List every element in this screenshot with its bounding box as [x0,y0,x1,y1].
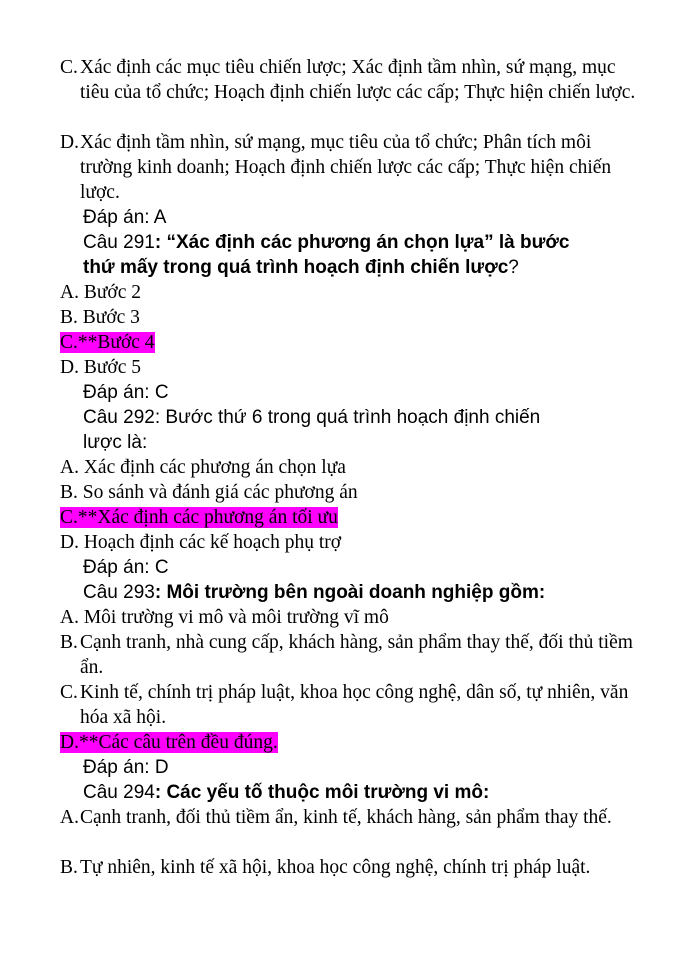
answer-291: Đáp án: C [83,382,169,403]
option-text: **Bước 4 [77,332,155,353]
option-text: Xác định các mục tiêu chiến lược; Xác định tầm nhìn, sứ mạng, mục tiêu của tổ chức; Hoạch định chiến lược các cấp; Thực hiện chiến lược. [80,57,636,103]
option-text: Cạnh tranh, đối thủ tiềm ẩn, kinh tế, khách hàng, sản phẩm thay thế. [80,807,612,828]
option-text: Cạnh tranh, nhà cung cấp, khách hàng, sản phẩm thay thế, đối thủ tiềm ẩn. [80,632,633,678]
option-d-292 [60,530,341,555]
option-c-292-correct [60,505,338,530]
option-a-291 [60,280,141,305]
option-text: Kinh tế, chính trị pháp luật, khoa học công nghệ, dân số, tự nhiên, văn hóa xã hội. [80,682,629,728]
question-text: : Môi trường bên ngoài doanh nghiệp gồm: [154,582,546,603]
option-d-293-correct [60,730,278,755]
option-letter: A. [60,807,79,828]
option-text: So sánh và đánh giá các phương án [82,482,358,503]
option-letter: C. [60,57,78,78]
option-a-292 [60,455,346,480]
option-text: Xác định các phương án chọn lựa [83,457,346,478]
option-text: Tự nhiên, kinh tế xã hội, khoa học công nghệ, chính trị pháp luật. [80,857,591,878]
option-letter: C. [60,332,78,353]
option-c-293 [60,680,640,730]
option-b-292 [60,480,358,505]
question-text: thứ mấy trong quá trình hoạch định chiến lược [83,257,509,278]
option-c-prev [60,55,640,105]
answer-293: Đáp án: D [83,757,169,778]
option-a-293 [60,605,389,630]
option-letter: B. [60,857,78,878]
answer-292: Đáp án: C [83,557,169,578]
question-text: : Các yếu tố thuộc môi trường vi mô: [154,782,490,803]
option-c-291-correct [60,330,155,355]
option-b-293 [60,630,640,680]
question-number: Câu 294 [83,782,155,803]
option-letter: B. [60,307,78,328]
option-letter: B. [60,632,78,653]
option-letter: D. [60,132,79,153]
option-letter: D. [60,532,79,553]
option-text: Bước 3 [82,307,140,328]
question-292-line2: lược là: [83,432,148,453]
question-number: Câu 293 [83,582,155,603]
option-letter: B. [60,482,78,503]
question-291-line1 [83,230,569,255]
option-text: Bước 5 [83,357,142,378]
option-text: Môi trường vi mô và môi trường vĩ mô [83,607,389,628]
option-b-294 [60,855,640,880]
option-d-291 [60,355,141,380]
option-text: Bước 2 [83,282,142,303]
option-text: **Xác định các phương án tối ưu [77,507,338,528]
question-292-line1: Câu 292: Bước thứ 6 trong quá trình hoạch định chiến [83,407,541,428]
question-text: : “Xác định các phương án chọn lựa” là bước [154,232,570,253]
option-b-291 [60,305,140,330]
option-text: **Các câu trên đều đúng. [78,732,278,753]
option-text: Hoạch định các kế hoạch phụ trợ [83,532,342,553]
answer-prev: Đáp án: A [83,207,167,228]
option-letter: C. [60,507,78,528]
question-291-line2 [83,255,519,280]
option-letter: D. [60,732,79,753]
question-293 [83,580,545,605]
option-d-prev [60,130,640,205]
option-text: Xác định tầm nhìn, sứ mạng, mục tiêu của tổ chức; Phân tích môi trường kinh doanh; Hoạch định chiến lược các cấp; Thực hiện chiến lược. [80,132,612,203]
question-number: Câu 291 [83,232,155,253]
option-a-294 [60,805,640,830]
option-letter: A. [60,282,79,303]
option-letter: A. [60,607,79,628]
question-mark: ? [508,257,519,278]
option-letter: C. [60,682,78,703]
question-294 [83,780,489,805]
option-letter: D. [60,357,79,378]
option-letter: A. [60,457,79,478]
